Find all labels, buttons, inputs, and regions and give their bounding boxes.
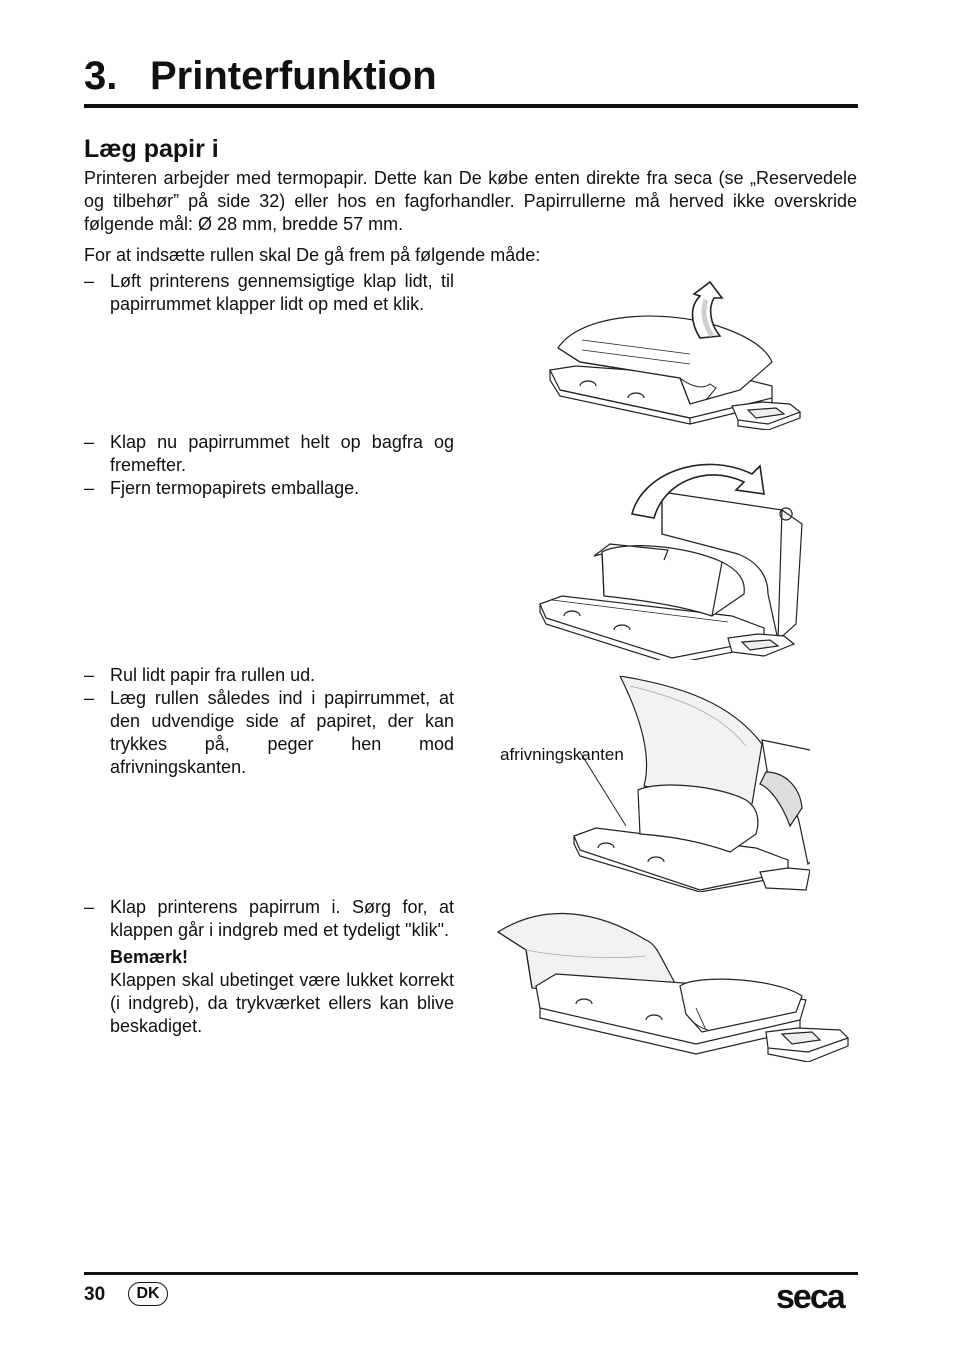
brand-logo-text: seca (776, 1278, 844, 1314)
list-item (84, 896, 454, 942)
list-dash: – (84, 665, 95, 685)
list-dash: – (84, 897, 95, 917)
footer-rule (84, 1272, 858, 1275)
list-item (84, 664, 454, 687)
list-dash: – (84, 688, 95, 708)
list-item (84, 477, 454, 500)
list-dash: – (84, 271, 95, 291)
note-title: Bemærk! (110, 947, 189, 967)
list-item (84, 687, 454, 779)
list-item (84, 270, 454, 316)
note-text: Klappen skal ubetinget være lukket korrekt (i indgreb), da trykværket ellers kan blive beskadiget. (110, 970, 454, 1036)
list-item-text: Rul lidt papir fra rullen ud. (110, 665, 316, 685)
step-4 (84, 896, 454, 1038)
figure-insert-roll (570, 676, 810, 892)
brand-logo (774, 1274, 864, 1314)
figure-lift-lid (540, 278, 810, 430)
chapter-title (84, 52, 858, 100)
figure-close-compartment (496, 904, 856, 1062)
list-item-text: Løft printerens gennemsigtige klap lidt, til papirrummet klapper lidt op med et klik. (110, 271, 454, 314)
step-2 (84, 431, 454, 500)
figure-open-compartment (532, 444, 814, 660)
list-item-text: Klap printerens papirrum i. Sørg for, at klappen går i indgreb med et tydeligt "klik". (110, 897, 454, 940)
intro-paragraph: Printeren arbejder med termopapir. Dette kan De købe enten direkte fra seca (se „Reservedele og tilbehør” på side 32) eller hos en fagforhandler. Papirrullerne må herved ikke overskride følgende mål: Ø 28 mm, bredde 57 mm. (84, 168, 857, 234)
step-1 (84, 270, 454, 316)
list-item (84, 431, 454, 477)
list-item-text: Læg rullen således ind i papirrummet, at den udvendige side af papiret, der kan trykkes på, peger hen mod afrivningskanten. (110, 688, 454, 777)
list-dash: – (84, 478, 95, 498)
list-dash: – (84, 432, 95, 452)
lead-paragraph: For at indsætte rullen skal De gå frem på følgende måde: (84, 245, 541, 265)
chapter-title-text: Printerfunktion (150, 54, 437, 98)
language-badge: DK (128, 1282, 168, 1306)
page-number: 30 (84, 1284, 106, 1305)
list-item-text: Fjern termopapirets emballage. (110, 478, 360, 498)
step-3 (84, 664, 454, 779)
list-item-text: Klap nu papirrummet helt op bagfra og fremefter. (110, 432, 454, 475)
chapter-number: 3. (84, 54, 118, 98)
header-rule (84, 104, 858, 108)
section-title: Læg papir i (84, 135, 219, 163)
figure-label-afrivningskanten: afrivningskanten (500, 745, 624, 764)
